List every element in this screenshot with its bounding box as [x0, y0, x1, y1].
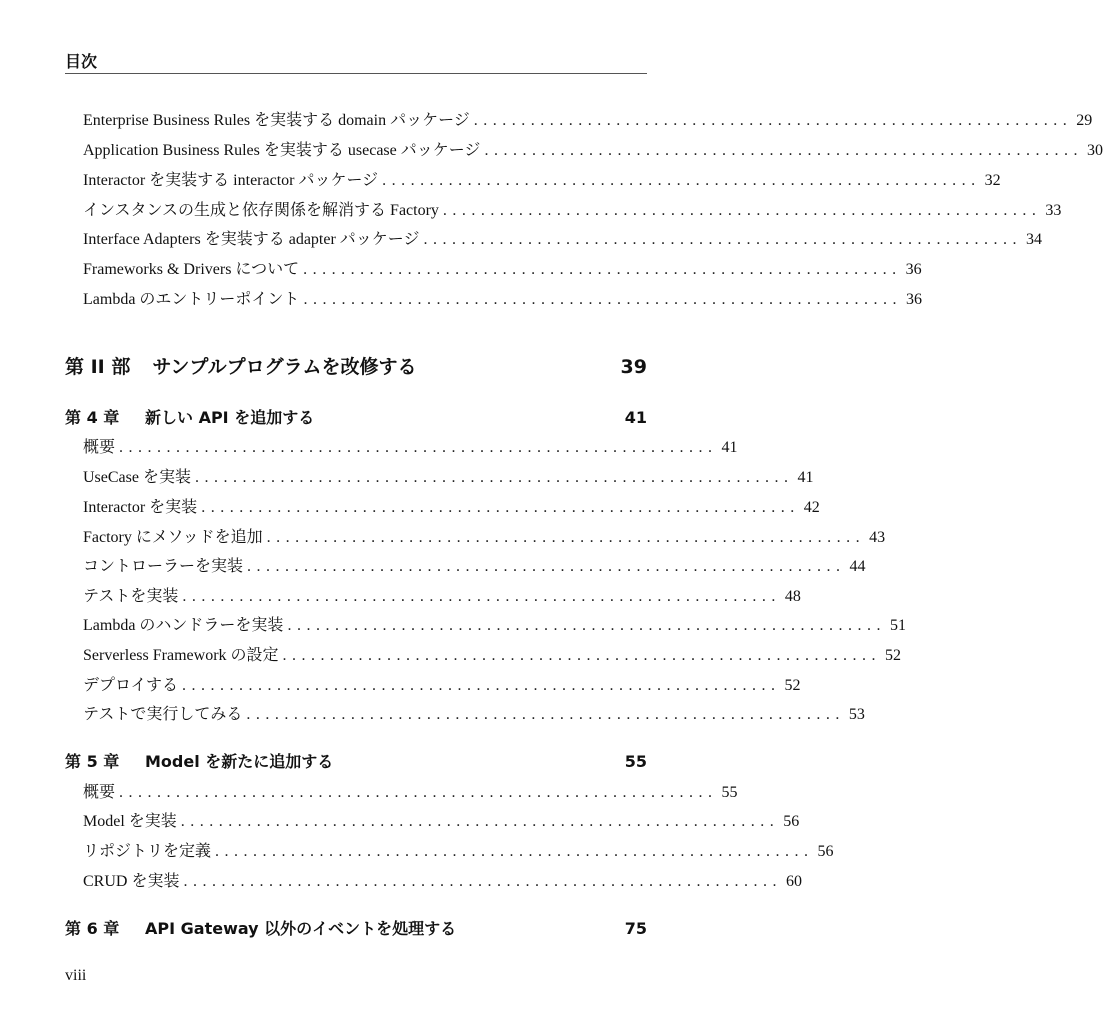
toc-entry[interactable] [83, 701, 865, 723]
dot-leader: ............................................................... [266, 529, 866, 546]
dot-leader: ............................................................... [382, 172, 981, 189]
toc-entry-title: Serverless Framework の設定 [83, 647, 279, 664]
toc-entry-title: Application Business Rules を実装する usecase パッケージ [83, 142, 481, 159]
toc-entry-page: 43 [869, 529, 886, 546]
dot-leader: ............................................................... [423, 231, 1022, 248]
part-page: 39 [620, 356, 647, 378]
toc-entry-page: 42 [803, 499, 820, 516]
dot-leader: ............................................................... [182, 677, 781, 694]
toc-entry-page: 48 [784, 588, 801, 605]
toc-entry-title: インスタンスの生成と依存関係を解消する Factory [83, 202, 439, 219]
toc-entry[interactable] [83, 464, 814, 486]
toc-entry[interactable] [83, 256, 922, 278]
dot-leader: ............................................................... [182, 588, 781, 605]
dot-leader: ............................................................... [201, 499, 800, 516]
toc-entry-page: 30 [1086, 142, 1103, 159]
toc-entry-title: Interface Adapters を実装する adapter パッケージ [83, 231, 420, 248]
chapter-title: 新しい API を追加する [145, 408, 315, 427]
toc-entry[interactable] [83, 137, 1103, 159]
chapter-page: 75 [624, 919, 647, 938]
dot-leader: ............................................................... [195, 469, 794, 486]
toc-entry-page: 52 [885, 647, 902, 664]
toc-entry[interactable] [83, 672, 801, 694]
toc-entry-page: 52 [784, 677, 801, 694]
toc-entry-page: 41 [721, 439, 738, 456]
chapter-heading[interactable] [65, 405, 647, 429]
toc-entry[interactable] [83, 553, 866, 575]
toc-entry-title: Interactor を実装 [83, 499, 198, 516]
toc-entry-title: Enterprise Business Rules を実装する domain パッケージ [83, 112, 470, 129]
dot-leader: ............................................................... [484, 142, 1083, 159]
toc-entry[interactable] [83, 612, 906, 634]
chapter-page: 41 [624, 408, 647, 427]
toc-entry-title: Model を実装 [83, 813, 177, 830]
toc-entry-title: Factory にメソッドを追加 [83, 529, 263, 546]
chapter-title: Model を新たに追加する [145, 752, 334, 771]
dot-leader: ............................................................... [247, 558, 846, 575]
dot-leader: ............................................................... [183, 873, 782, 890]
toc-entry-page: 29 [1076, 112, 1093, 129]
part-label: 第 II 部 [65, 356, 131, 378]
dot-leader: ............................................................... [180, 813, 780, 830]
toc-entry[interactable] [83, 808, 800, 830]
toc-entry-title: 概要 [83, 784, 116, 801]
chapter-heading[interactable] [65, 749, 647, 773]
toc-entry-title: Lambda のハンドラーを実装 [83, 617, 284, 634]
toc-entry-page: 56 [783, 813, 800, 830]
toc-entry[interactable] [83, 868, 802, 890]
toc-entry-page: 44 [849, 558, 866, 575]
chapter-heading[interactable] [65, 916, 647, 940]
toc-entry[interactable] [83, 494, 820, 516]
toc-entry-title: CRUD を実装 [83, 873, 180, 890]
toc-entry-page: 33 [1045, 202, 1062, 219]
dot-leader: ............................................................... [303, 291, 902, 308]
chapter-title: API Gateway 以外のイベントを処理する [145, 919, 457, 938]
dot-leader: ............................................................... [246, 706, 845, 723]
toc-entry[interactable] [83, 779, 738, 801]
toc-entry-page: 41 [797, 469, 814, 486]
toc-entry[interactable] [83, 286, 922, 308]
dot-leader: ............................................................... [303, 261, 902, 278]
page-folio: viii [65, 967, 87, 984]
toc-entry[interactable] [83, 583, 801, 605]
chapter-label: 第 4 章 [65, 408, 120, 427]
toc-entry-page: 34 [1025, 231, 1042, 248]
toc-entry[interactable] [83, 524, 886, 546]
toc-entry-title: テストを実装 [83, 588, 179, 605]
dot-leader: ............................................................... [215, 843, 814, 860]
toc-entry-title: テストで実行してみる [83, 706, 243, 723]
dot-leader: ............................................................... [442, 202, 1042, 219]
part-heading[interactable] [65, 352, 647, 380]
toc-entry[interactable] [83, 197, 1062, 219]
toc-entry[interactable] [83, 434, 738, 456]
part-title: サンプルプログラムを改修する [152, 356, 417, 378]
running-head-title: 目次 [65, 52, 98, 71]
toc-entry-page: 60 [785, 873, 802, 890]
toc-entry-page: 53 [848, 706, 865, 723]
toc-entry-title: UseCase を実装 [83, 469, 191, 486]
toc-entry-title: Interactor を実装する interactor パッケージ [83, 172, 379, 189]
toc-entry[interactable] [83, 642, 902, 664]
toc-entry-page: 32 [984, 172, 1001, 189]
toc-entry-title: コントローラーを実装 [83, 558, 244, 575]
toc-entry-title: 概要 [83, 439, 116, 456]
dot-leader: ............................................................... [473, 112, 1073, 129]
toc-entry[interactable] [83, 226, 1042, 248]
toc-entry[interactable] [83, 107, 1093, 129]
toc-entry-page: 55 [721, 784, 738, 801]
dot-leader: ............................................................... [119, 784, 718, 801]
dot-leader: ............................................................... [287, 617, 886, 634]
dot-leader: ............................................................... [119, 439, 718, 456]
header-rule [65, 73, 647, 74]
toc-entry-page: 51 [889, 617, 906, 634]
chapter-label: 第 6 章 [65, 919, 120, 938]
chapter-label: 第 5 章 [65, 752, 120, 771]
toc-entry-title: Lambda のエントリーポイント [83, 291, 300, 308]
toc-entry[interactable] [83, 838, 834, 860]
toc-entry[interactable] [83, 167, 1001, 189]
toc-entry-page: 36 [905, 291, 922, 308]
toc-entry-title: デプロイする [83, 677, 179, 694]
dot-leader: ............................................................... [282, 647, 882, 664]
chapter-page: 55 [624, 752, 647, 771]
toc-entry-page: 56 [817, 843, 834, 860]
toc-entry-page: 36 [905, 261, 922, 278]
toc-entry-title: リポジトリを定義 [83, 843, 212, 860]
toc-entry-title: Frameworks & Drivers について [83, 261, 300, 278]
